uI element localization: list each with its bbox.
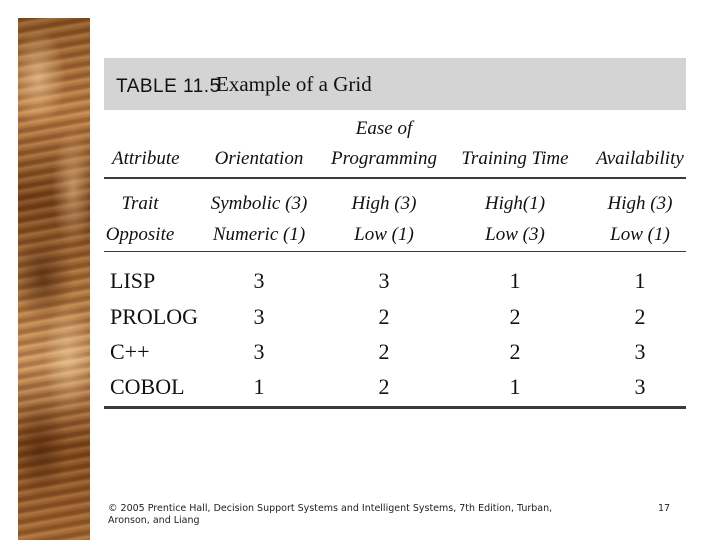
trait-training: High(1) (484, 193, 546, 214)
opposite-availability: Low (1) (610, 224, 670, 245)
trait-label: Trait (121, 193, 159, 214)
opposite-label: Opposite (105, 224, 175, 245)
trait-rule (104, 251, 686, 252)
table-number: TABLE 11.5 (116, 76, 221, 97)
lisp-training: 1 (509, 268, 521, 293)
bottom-rule (104, 406, 686, 409)
header-ease-line1: Ease of (355, 118, 413, 139)
cpp-availability: 3 (634, 339, 646, 364)
table-caption: Example of a Grid (216, 72, 372, 96)
cobol-availability: 3 (634, 374, 646, 399)
prolog-ease: 2 (378, 304, 390, 329)
prolog-training: 2 (509, 304, 521, 329)
row-name-cpp: C++ (110, 339, 150, 364)
trait-orientation: Symbolic (3) (210, 193, 308, 214)
opposite-training: Low (3) (485, 224, 545, 245)
wood-texture-sidebar (18, 18, 90, 540)
cobol-training: 1 (509, 374, 521, 399)
cpp-training: 2 (509, 339, 521, 364)
prolog-availability: 2 (634, 304, 646, 329)
lisp-ease: 3 (378, 268, 390, 293)
row-name-lisp: LISP (110, 268, 156, 293)
opposite-ease: Low (1) (354, 224, 414, 245)
cpp-orientation: 3 (253, 339, 265, 364)
table-title-band (104, 58, 686, 110)
header-ease-line2: Programming (331, 148, 437, 169)
header-availability: Availability (596, 148, 684, 169)
header-orientation: Orientation (214, 148, 304, 169)
header-rule (104, 177, 686, 179)
opposite-orientation: Numeric (1) (212, 224, 306, 245)
page-number: 17 (658, 503, 671, 514)
cobol-orientation: 1 (253, 374, 265, 399)
lisp-orientation: 3 (253, 268, 265, 293)
cpp-ease: 2 (378, 339, 390, 364)
header-attribute: Attribute (112, 148, 180, 169)
cobol-ease: 2 (378, 374, 390, 399)
header-training-time: Training Time (461, 148, 569, 169)
grid-table (104, 58, 686, 410)
trait-ease: High (3) (351, 193, 417, 214)
row-name-cobol: COBOL (110, 374, 185, 399)
footer-citation: © 2005 Prentice Hall, Decision Support Systems and Intelligent Systems, 7th Edition, Turban, Aronson, and Liang (108, 503, 553, 526)
lisp-availability: 1 (634, 268, 646, 293)
prolog-orientation: 3 (253, 304, 265, 329)
row-name-prolog: PROLOG (110, 304, 199, 329)
trait-availability: High (3) (607, 193, 673, 214)
